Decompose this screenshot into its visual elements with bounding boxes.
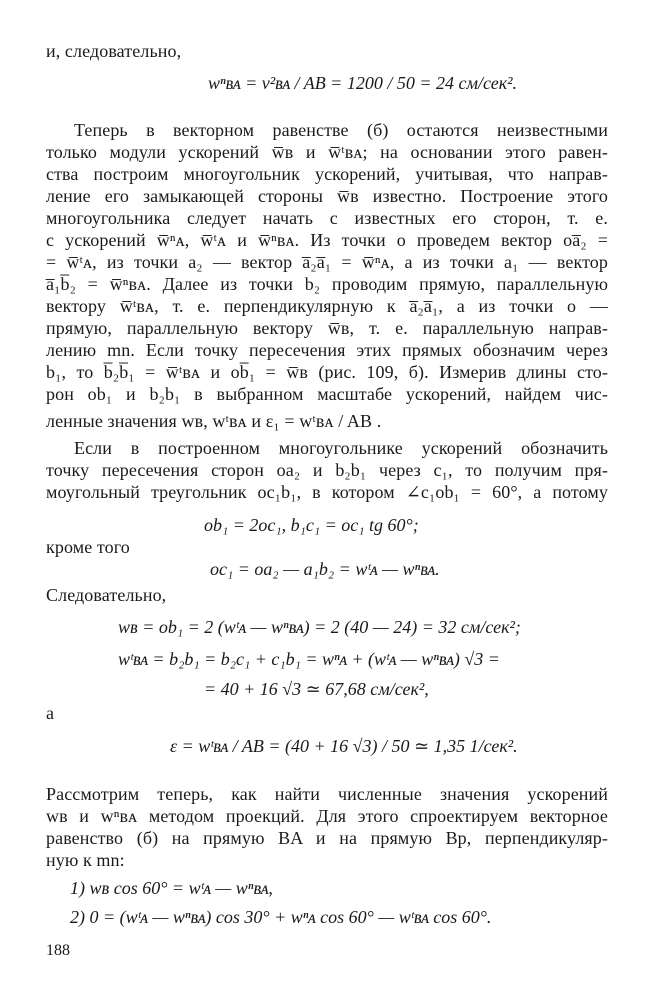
text-line: равенство (б) на прямую BA и на прямую Bp, перпендикуляр- xyxy=(46,828,608,848)
text-line: рон ob₁ и b₂b₁ в выбранном масштабе ускорений, найдем чис- xyxy=(46,384,608,404)
text-line: ства построим многоугольник ускорений, учитывая, что направ- xyxy=(46,164,608,184)
text-line: вектору w̅ᵗʙᴀ, т. е. перпендикулярную к a̅₂a̅₁, а из точки o — xyxy=(46,296,608,316)
text-line: многоугольника следует начать с известных его сторон, т. е. xyxy=(46,208,608,228)
equation-6: = 40 + 16 √3 ≃ 67,68 см/сек², xyxy=(204,679,429,699)
text-line: Если в построенном многоугольнике ускорений обозначить xyxy=(74,438,608,458)
text-line: кроме того xyxy=(46,537,130,557)
text-line: ление его замыкающей стороны w̅ʙ известно. Построение этого xyxy=(46,186,608,206)
text-line: a̅₁b̅₂ = w̅ⁿʙᴀ. Далее из точки b₂ проводим прямую, параллельную xyxy=(46,274,608,294)
equation-3: oc₁ = oa₂ — a₁b₂ = wᵗᴀ — wⁿʙᴀ. xyxy=(210,559,440,579)
text-line: с ускорений w̅ⁿᴀ, w̅ᵗᴀ и w̅ⁿʙᴀ. Из точки o проведем вектор oa̅₂ = xyxy=(46,230,608,250)
equation-8: 1) wʙ cos 60° = wᵗᴀ — wⁿʙᴀ, xyxy=(70,878,273,898)
text-line: Следовательно, xyxy=(46,585,167,605)
equation-5: wᵗʙᴀ = b₂b₁ = b₂c₁ + c₁b₁ = wⁿᴀ + (wᵗᴀ — wⁿʙᴀ) √3 = xyxy=(118,649,500,669)
equation-4: wʙ = ob₁ = 2 (wᵗᴀ — wⁿʙᴀ) = 2 (40 — 24) = 32 см/сек²; xyxy=(118,617,521,637)
text-line: только модули ускорений w̅ʙ и w̅ᵗʙᴀ; на основании этого равен- xyxy=(46,142,608,162)
text-line: прямую, параллельную вектору w̅ʙ, т. е. параллельную направ- xyxy=(46,318,608,338)
text-line: Рассмотрим теперь, как найти численные значения ускорений xyxy=(46,784,608,804)
equation-2: ob₁ = 2oc₁, b₁c₁ = oc₁ tg 60°; xyxy=(204,515,419,535)
equation-1: wⁿʙᴀ = v²ʙᴀ / AB = 1200 / 50 = 24 см/сек². xyxy=(208,73,518,93)
text-line: и, следовательно, xyxy=(46,41,182,61)
page-number: 188 xyxy=(46,942,70,959)
text-line: wʙ и wⁿʙᴀ методом проекций. Для этого спроектируем векторное xyxy=(46,806,608,826)
text-line: ную к mn: xyxy=(46,850,125,870)
equation-9: 2) 0 = (wᵗᴀ — wⁿʙᴀ) cos 30° + wⁿᴀ cos 60° — wᵗʙᴀ cos 60°. xyxy=(70,907,492,927)
text-line: b₁, то b̅₂b̅₁ = w̅ᵗʙᴀ и ob̅₁ = w̅ʙ (рис. 109, б). Измерив длины сто- xyxy=(46,362,608,382)
text-line: лению mn. Если точку пересечения этих прямых обозначим через xyxy=(46,340,608,360)
text-line: ленные значения wʙ, wᵗʙᴀ и ε₁ = wᵗʙᴀ / AB . xyxy=(46,411,382,431)
text-line: Теперь в векторном равенстве (б) остаются неизвестными xyxy=(74,120,608,140)
text-line: точку пересечения сторон oa₂ и b₂b₁ через c₁, то получим пря- xyxy=(46,460,608,480)
text-line: а xyxy=(46,703,55,723)
equation-7: ε = wᵗʙᴀ / AB = (40 + 16 √3) / 50 ≃ 1,35 1/сек². xyxy=(170,736,518,756)
text-line: = w̅ᵗᴀ, из точки a₂ — вектор a̅₂a̅₁ = w̅ⁿᴀ, а из точки a₁ — вектор xyxy=(46,252,608,272)
text-line: моугольный треугольник oc₁b₁, в котором ∠c₁ob₁ = 60°, а потому xyxy=(46,482,608,502)
